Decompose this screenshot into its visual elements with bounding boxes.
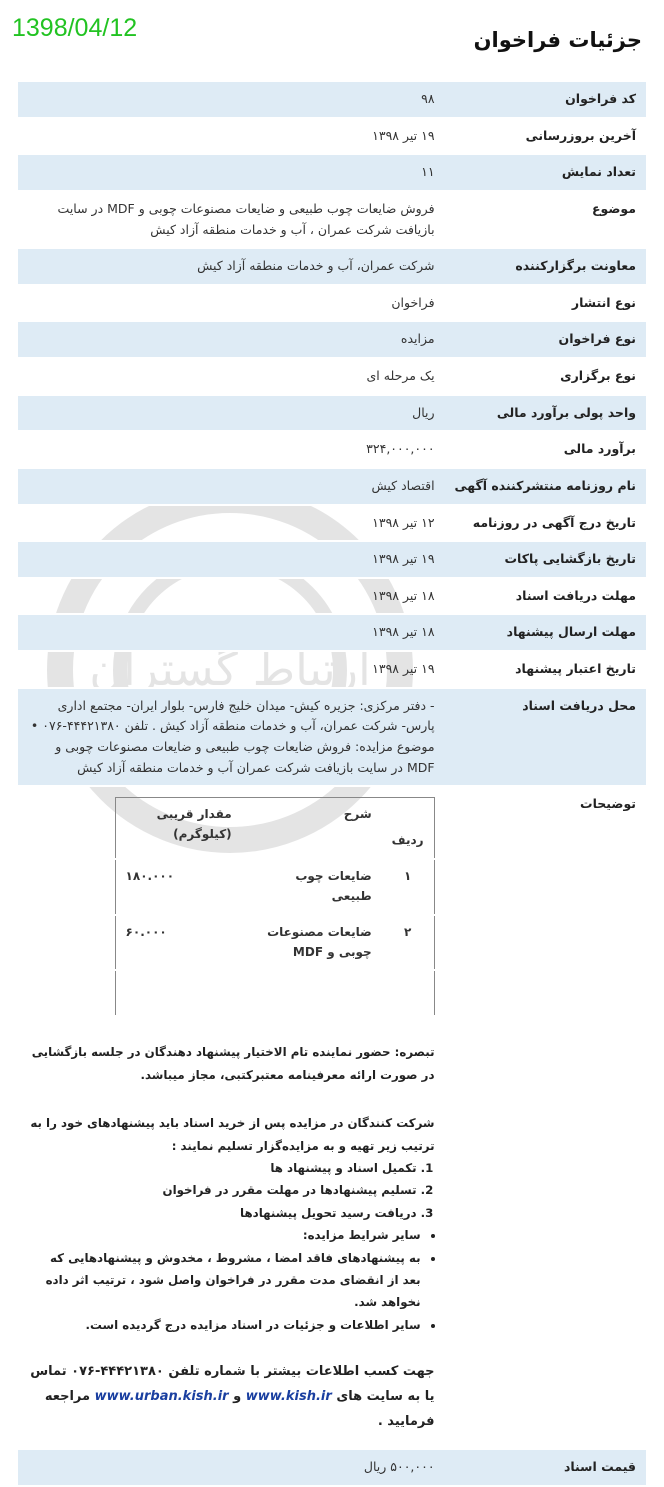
field-value: ۹۸ (18, 82, 445, 118)
date-stamp: 1398/04/12 (12, 14, 138, 42)
field-label: نوع فراخوان (445, 321, 646, 358)
contact-text: جهت کسب اطلاعات بیشتر با شماره تلفن ۴۴۴۲۱۳۸۰-۰۷۶ تماس یا به سایت های (30, 1364, 435, 1404)
field-value: ۱۱ (18, 154, 445, 191)
detail-row (18, 118, 646, 155)
detail-row-price (18, 1449, 646, 1486)
row-num: ۱ (382, 859, 434, 915)
field-label: آخرین بروزرسانی (525, 127, 636, 143)
detail-row (18, 541, 646, 578)
items-table (115, 797, 435, 1017)
field-label: محل دریافت اسناد (445, 688, 646, 787)
field-label: نام روزنامه منتشرکننده آگهی (445, 468, 646, 505)
field-label: تعداد نمایش (445, 154, 646, 191)
page-title: جزئیات فراخوان (473, 28, 642, 52)
contact-end: مراجعه فرمایید . (44, 1388, 435, 1429)
field-label: تاریخ درج آگهی در روزنامه (472, 514, 636, 530)
detail-row (18, 614, 646, 651)
list-item: 1. تکمیل اسناد و پیشنهاد ها (28, 1157, 417, 1179)
field-label: مهلت دریافت اسناد (515, 587, 636, 603)
intro-text: شرکت کنندگان در مزایده پس از خرید اسناد باید پیشنهادهای خود را به ترتیب زیر تهیه و به مزایده‌گزار تسلیم نمایند : (30, 1116, 435, 1153)
field-label: برآورد مالی (563, 441, 636, 457)
watermark-text: ارتباط گستران (89, 642, 371, 696)
detail-row (18, 248, 646, 285)
field-value: ریال (18, 395, 445, 432)
field-value: ۱۹ تیر ۱۳۹۸ (18, 541, 445, 578)
list-item: 2. تسلیم پیشنهادها در مهلت مقرر در فراخوان (28, 1179, 417, 1201)
field-value: فروش ضایعات چوب طبیعی و ضایعات مصنوعات چوبی و MDF در سایت بازیافت شرکت عمران ، آب و خدمات منطقه آزاد کیش (57, 200, 435, 237)
detail-row-description (18, 786, 646, 1449)
field-value: ۱۹ تیر ۱۳۹۸ (372, 127, 435, 143)
list-item: 3. دریافت رسید تحویل پیشنهادها (28, 1202, 417, 1224)
detail-row (18, 395, 646, 432)
field-label: تاریخ اعتبار پیشنهاد (515, 661, 636, 676)
detail-row (18, 321, 646, 358)
steps-list (28, 1157, 435, 1224)
field-value: - دفتر مرکزی: جزیره کیش- میدان خلیج فارس- بلوار ایران- مجتمع اداری پارس- شرکت عمران، آب و خدمات منطقه آزاد کیش . تلفن ۴۴۴۲۱۳۸۰-۰۷۶ • موضوع مزایده: فروش ضایعات چوب طبیعی و ضایعات مصنوعات چوبی و MDF در سایت بازیافت شرکت عمران آب و خدمات منطقه آزاد کیش (18, 688, 445, 787)
header-amount: مقدار قریبی (کیلوگرم) (115, 798, 242, 860)
list-item: • به پیشنهادهای فاقد امضا ، مشروط ، مخدوش و پیشنهادهایی که بعد از انقضای مدت مقرر در فراخوان واصل شود ، ترتیب اثر داده نخواهد شد. (28, 1247, 421, 1314)
list-item: • سایر شرایط مزایده: (28, 1224, 421, 1246)
detail-row (18, 505, 646, 542)
field-label: واحد پولی برآورد مالی (445, 395, 646, 432)
field-value: فراخوان (391, 294, 435, 310)
header-row-num: ردیف (382, 798, 434, 860)
field-value: مزایده (18, 321, 445, 358)
detail-row (18, 285, 646, 322)
field-value: یک مرحله ای (366, 368, 435, 383)
row-amount: ۶۰.۰۰۰ (115, 915, 242, 971)
table-row (115, 859, 434, 915)
detail-row (18, 468, 646, 505)
detail-row (18, 358, 646, 395)
table-row (115, 915, 434, 971)
field-label: نوع انتشار (571, 294, 636, 310)
and-text: و (233, 1388, 242, 1404)
table-spacer-row (115, 970, 434, 1016)
price-value: ۵۰۰,۰۰۰ ریال (18, 1449, 445, 1486)
details-table (18, 82, 646, 1487)
field-value: شرکت عمران، آب و خدمات منطقه آزاد کیش (18, 248, 445, 285)
detail-row (18, 154, 646, 191)
description-cell (18, 786, 445, 1449)
field-value: ۳۲۴,۰۰۰,۰۰۰ (366, 441, 435, 457)
row-desc: ضایعات مصنوعات چوبی و MDF (242, 915, 382, 971)
field-value: ۱۲ تیر ۱۳۹۸ (372, 514, 435, 530)
link-kish[interactable]: www.kish.ir (245, 1388, 332, 1404)
field-label: معاونت برگزارکننده (445, 248, 646, 285)
items-header-row (115, 798, 434, 860)
field-label: موضوع (591, 200, 636, 216)
detail-row (18, 578, 646, 615)
field-value: ۱۸ تیر ۱۳۹۸ (372, 587, 435, 603)
row-desc: ضایعات چوب طبیعی (242, 859, 382, 915)
description-body (28, 1041, 435, 1434)
row-amount: ۱۸۰.۰۰۰ (115, 859, 242, 915)
field-label: کد فراخوان (445, 82, 646, 118)
note-text: تبصره: حضور نماینده تام الاختیار پیشنهاد دهندگان در جلسه بازگشایی در صورت ارائه معرفینامه معتبرکتبی، مجاز میباشد. (31, 1045, 435, 1082)
field-label: مهلت ارسال پیشنهاد (445, 614, 646, 651)
header-desc: شرح (242, 798, 382, 860)
link-urban-kish[interactable]: www.urban.kish.ir (94, 1388, 229, 1404)
field-label: نوع برگزاری (560, 368, 636, 383)
contact-info (28, 1360, 435, 1434)
detail-row (18, 651, 646, 688)
row-num: ۲ (382, 915, 434, 971)
field-label: قیمت اسناد (445, 1449, 646, 1486)
field-value: ۱۸ تیر ۱۳۹۸ (18, 614, 445, 651)
conditions-list (28, 1224, 435, 1336)
detail-row (18, 82, 646, 118)
field-label: تاریخ بازگشایی پاکات (445, 541, 646, 578)
field-value: اقتصاد کیش (18, 468, 445, 505)
field-value: ۱۹ تیر ۱۳۹۸ (372, 661, 435, 676)
field-label: توضیحات (580, 796, 636, 812)
list-item: • سایر اطلاعات و جزئیات در اسناد مزایده درج گردیده است. (28, 1314, 421, 1336)
detail-row (18, 191, 646, 248)
detail-row (18, 431, 646, 468)
detail-row (18, 688, 646, 787)
